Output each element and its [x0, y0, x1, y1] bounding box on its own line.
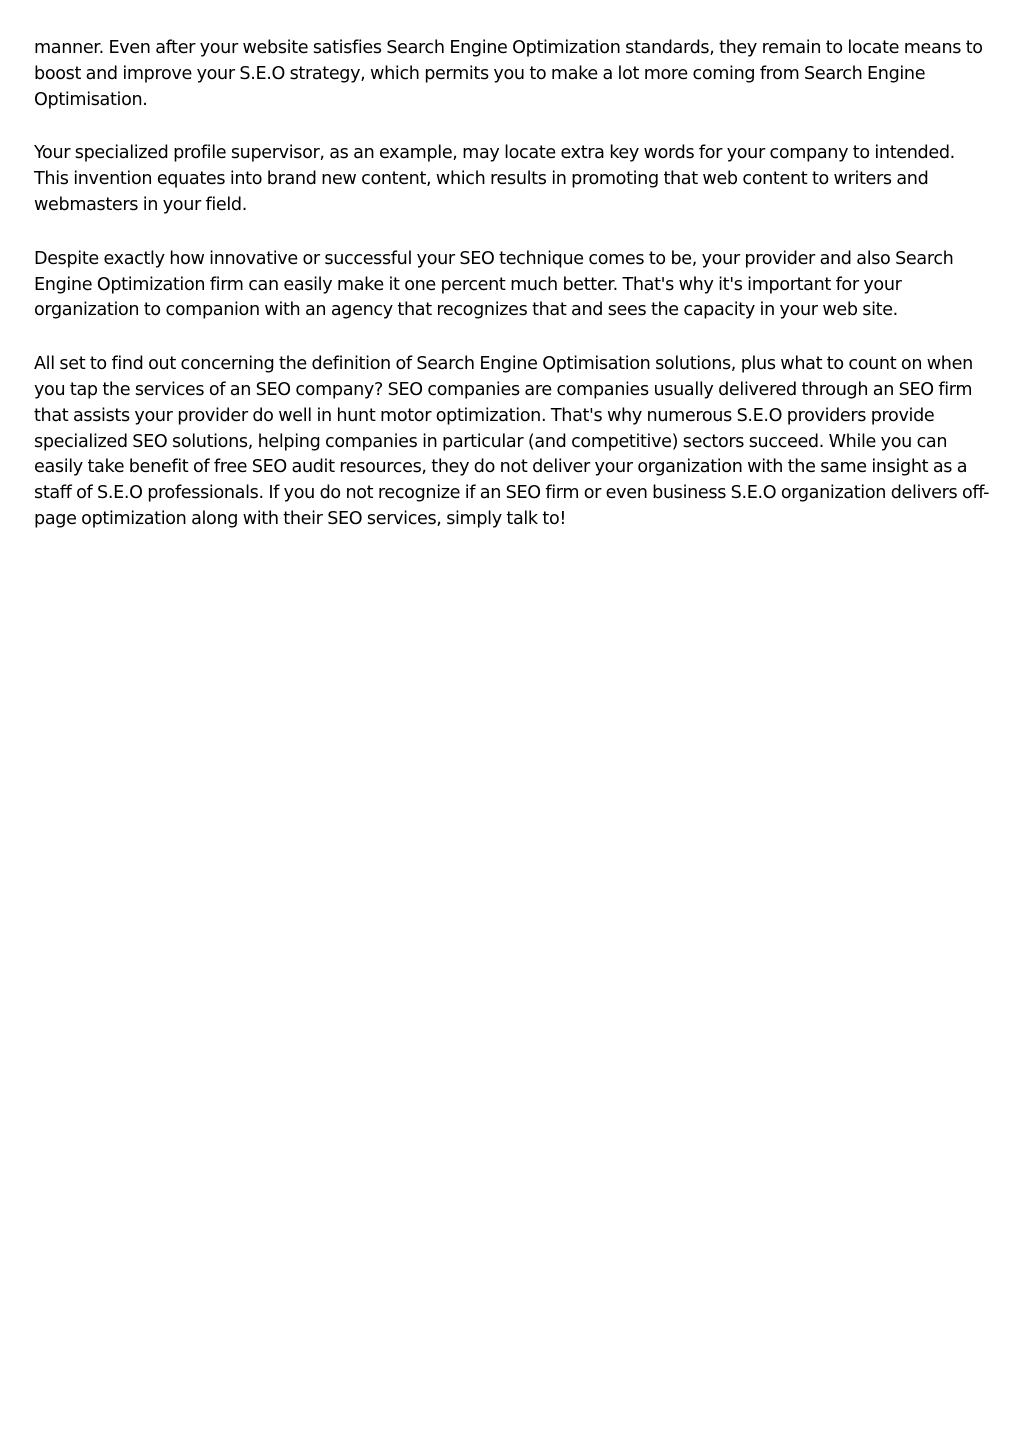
- paragraph-seo-technique: Despite exactly how innovative or successful your SEO technique comes to be, your provider and also Search Engine Optimization firm can easily make it one percent much better. That's why it's important for your organization to companion with an agency that recognizes that and sees the capacity in your web site.: [34, 248, 954, 321]
- paragraph-seo-solutions: All set to find out concerning the definition of Search Engine Optimisation solutions, plus what to count on when you tap the services of an SEO company? SEO companies are companies usually delivered through an SEO firm that assists your provider do well in hunt motor optimization. That's why numerous S.E.O providers provide specialized SEO solutions, helping companies in particular (and competitive) sectors succeed. While you can easily take benefit of free SEO audit resources, they do not deliver your organization with the same insight as a staff of S.E.O professionals. If you do not recognize if an SEO firm or even business S.E.O organization delivers off-page optimization along with their SEO services, simply talk to!: [34, 354, 990, 529]
- paragraph-profile-supervisor: Your specialized profile supervisor, as an example, may locate extra key words for your company to intended. This invention equates into brand new content, which results in promoting that web content to writers and webmasters in your field.: [34, 143, 955, 215]
- paragraph-continuation: manner. Even after your website satisfies Search Engine Optimization standards, they remain to locate means to boost and improve your S.E.O strategy, which permits you to make a lot more coming from Search Engine Optimisation.: [34, 38, 983, 110]
- document-page: [34, 36, 992, 561]
